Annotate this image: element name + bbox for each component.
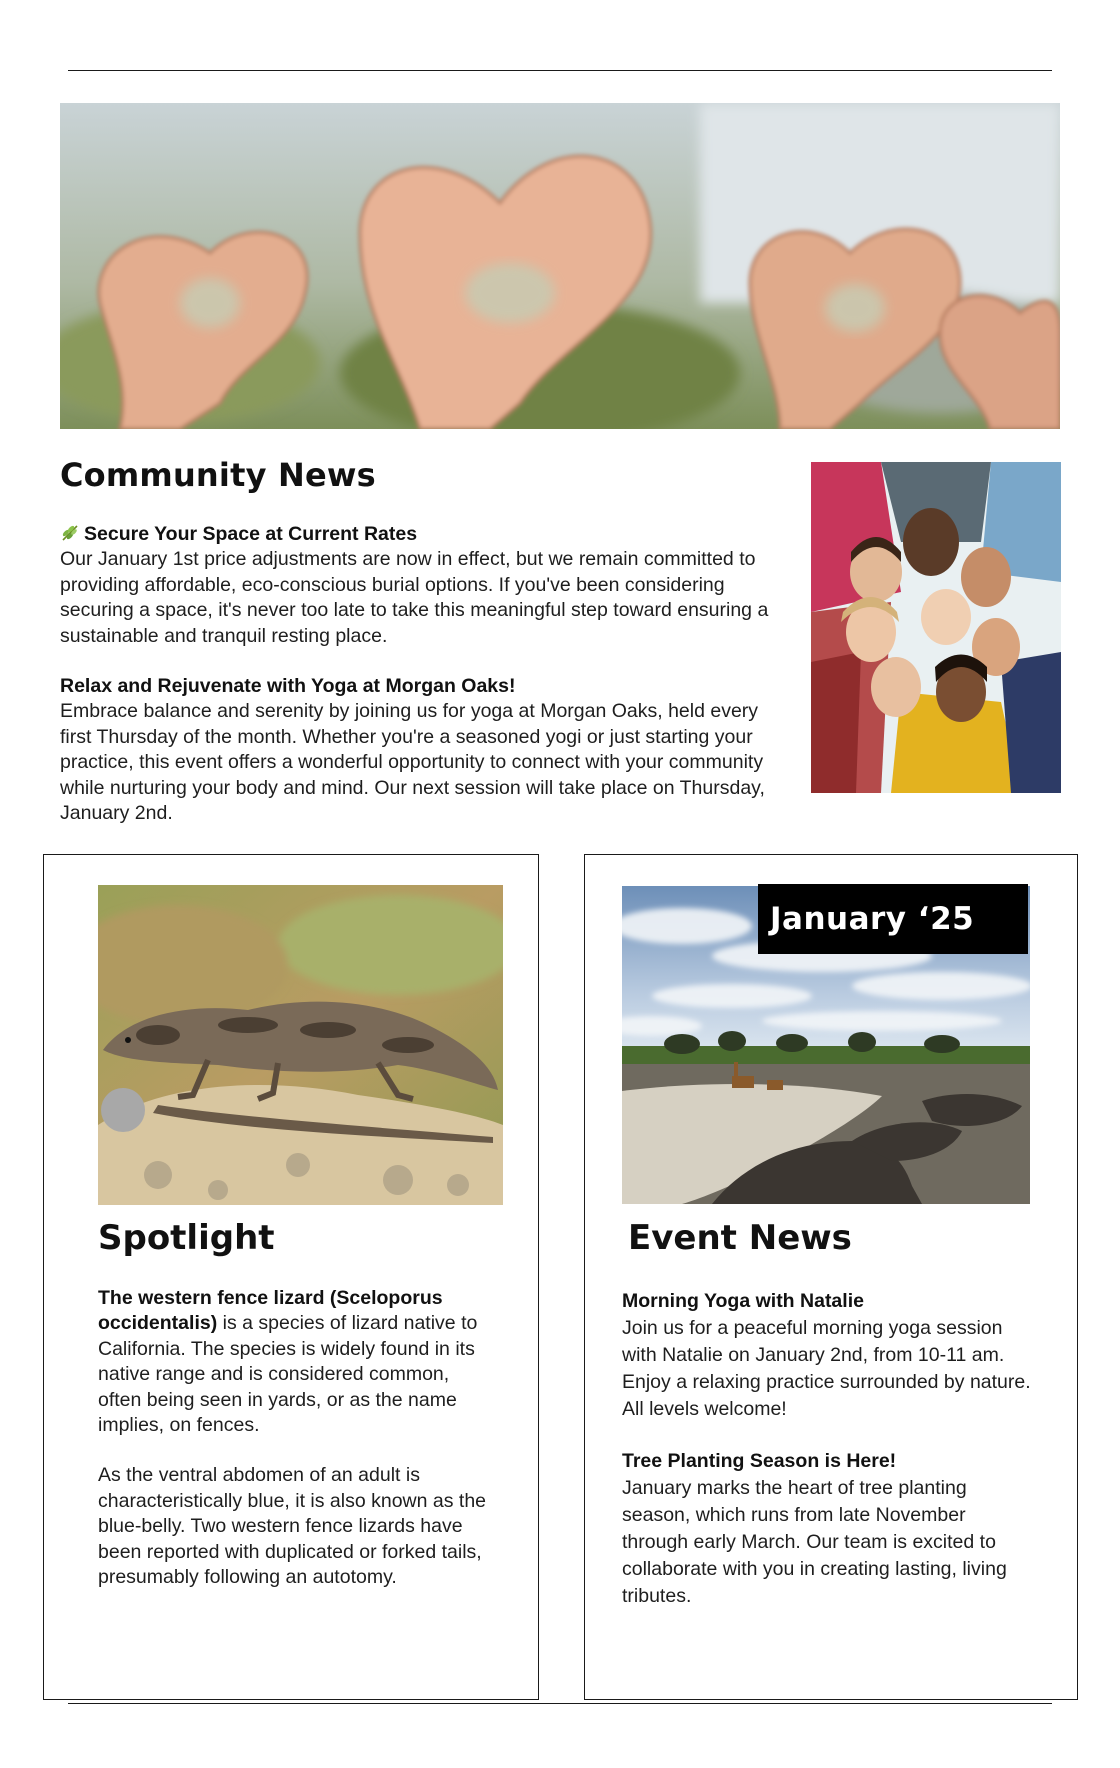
news-item-body: Our January 1st price adjustments are now in effect, but we remain committed to providing affordable, eco-conscious burial options. If you've been considering securing a space, it's never too late to take this meaningful step toward ensuring a sustainable and tranquil resting place. (60, 548, 769, 647)
lizard-photo (98, 885, 503, 1205)
event-news-title: Event News (628, 1218, 852, 1258)
event-news-body (622, 1288, 1034, 1610)
community-news-title: Community News (60, 456, 376, 494)
news-item-body: Embrace balance and serenity by joining us for yoga at Morgan Oaks, held every first Thursday of the month. Whether you're a seasoned yogi or just starting your practice, this event offers a wonderful opportunity to connect with your community while nurturing your body and mind. Our next session will take place on Thursday, January 2nd. (60, 700, 765, 825)
event-item-heading: Tree Planting Season is Here! (622, 1450, 897, 1472)
event-item-heading: Morning Yoga with Natalie (622, 1290, 864, 1312)
bottom-rule (68, 1703, 1052, 1704)
event-item-body: January marks the heart of tree planting season, which runs from late November through early March. Our team is excited to collaborate with you in creating lasting, living tributes. (622, 1477, 1007, 1607)
news-item-heading: Relax and Rejuvenate with Yoga at Morgan Oaks! (60, 675, 516, 698)
date-tag: January ‘25 (758, 884, 1028, 954)
leaf-icon (60, 524, 80, 542)
species-name: The western fence lizard (Sceloporus occidentalis) (98, 1287, 443, 1335)
spotlight-title: Spotlight (98, 1218, 275, 1258)
spotlight-paragraph: As the ventral abdomen of an adult is characteristically blue, it is also known as the blue-belly. Two western fence lizards have been reported with duplicated or forked tails, presumably following an autotomy. (98, 1464, 487, 1589)
news-item-heading: Secure Your Space at Current Rates (60, 522, 780, 547)
event-item-body: Join us for a peaceful morning yoga session with Natalie on January 2nd, from 10-11 am. Enjoy a relaxing practice surrounded by nature. All levels welcome! (622, 1317, 1031, 1420)
spotlight-paragraph: The western fence lizard (Sceloporus occidentalis) is a species of lizard native to California. The species is widely found in its native range and is considered common, often being seen in yards, or as the name implies, on fences. (98, 1287, 478, 1437)
group-circle-photo (811, 462, 1061, 793)
top-rule (68, 70, 1052, 71)
community-news-body (60, 522, 780, 826)
spotlight-body (98, 1286, 494, 1590)
header-hearts-photo (60, 103, 1060, 429)
